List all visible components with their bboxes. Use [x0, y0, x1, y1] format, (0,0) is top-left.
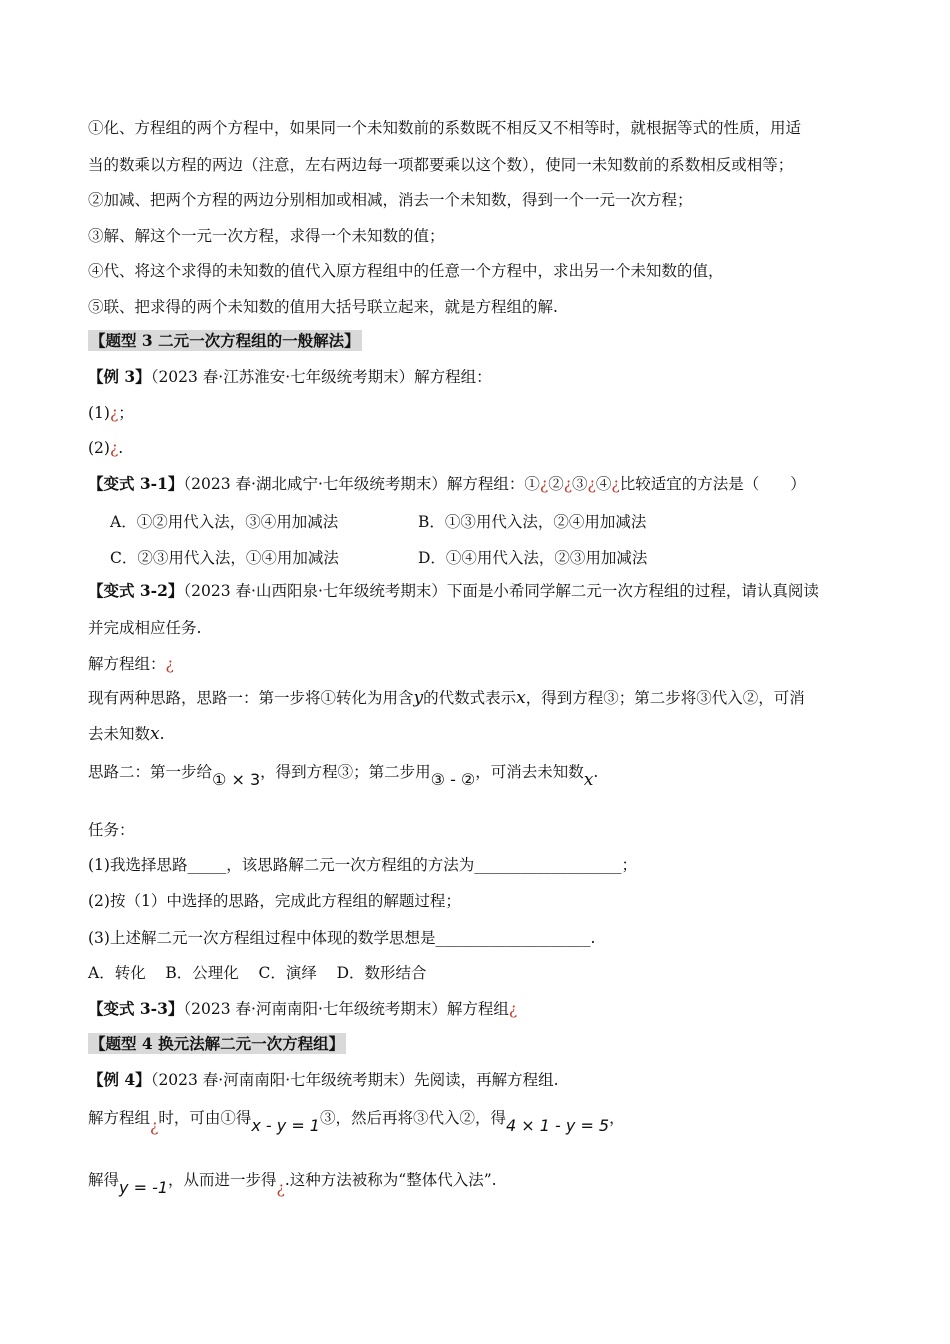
- task-1: (1)我选择思路_____，该思路解二元一次方程组的方法为___________________；: [88, 856, 637, 874]
- expr-subtract: ③ - ②: [430, 770, 476, 789]
- idea-2-text-c: ，可消去未知数: [475, 763, 584, 781]
- idea-2-text-d: .: [593, 763, 599, 781]
- missing-equation-glyph: ¿: [150, 1117, 159, 1135]
- idea-2-text-a: 思路二：第一步给: [88, 763, 213, 781]
- task-2: (2)按（1）中选择的思路，完成此方程组的解题过程；: [88, 892, 461, 910]
- variant-3-1-label: 【变式 3-1】: [88, 474, 184, 493]
- step-2: ②加减、把两个方程的两边分别相加或相减，消去一个未知数，得到一个一元一次方程；: [88, 191, 693, 209]
- missing-equation-glyph: ¿: [539, 475, 549, 493]
- type3-header-row: [88, 331, 362, 351]
- idea-1-text-e: .: [159, 725, 165, 743]
- option-a: A．①②用代入法，③④用加减法: [110, 513, 339, 531]
- step-5: ⑤联、把求得的两个未知数的值用大括号联立起来，就是方程组的解.: [88, 298, 558, 316]
- var-x: x: [516, 688, 526, 708]
- type4-header-row: [88, 1034, 346, 1054]
- missing-equation-glyph: ¿: [109, 404, 119, 422]
- step-1-line-b: 当的数乘以方程的两边（注意，左右两边每一项都要乘以这个数），使同一未知数前的系数相反或相等；: [88, 156, 794, 174]
- task-3-choices: A．转化 B．公理化 C．演绎 D．数形结合: [88, 964, 427, 982]
- variant-3-3: [88, 999, 517, 1019]
- reading-line-1: [88, 1108, 625, 1135]
- reading-1-text-c: ③，然后再将③代入②，得: [319, 1109, 506, 1127]
- expr-x-minus-y: x - y = 1: [251, 1116, 320, 1135]
- missing-equation-glyph: ¿: [109, 439, 119, 457]
- missing-equation-glyph: ¿: [165, 655, 174, 673]
- var-x: x: [150, 724, 160, 744]
- idea-1-text-d: 去未知数: [88, 725, 151, 743]
- option-d: D．①④用代入法，②③用加减法: [418, 549, 648, 567]
- option-c: C．②③用代入法，①④用加减法: [110, 549, 339, 567]
- variant-3-3-text: （2023 春·河南南阳·七年级统考期末）解方程组: [183, 1000, 509, 1018]
- var-x: x: [583, 770, 594, 790]
- example-4: [88, 1070, 559, 1090]
- variant-3-1: [88, 474, 806, 494]
- expr-substitution: 4 × 1 - y = 5: [506, 1116, 610, 1135]
- reading-2-text-a: 解得: [88, 1171, 120, 1189]
- example-3: [88, 367, 492, 387]
- idea-1-line-b: [88, 724, 165, 744]
- variant-3-3-label: 【变式 3-3】: [88, 999, 184, 1018]
- example-3-label: 【例 3】: [88, 367, 151, 386]
- reading-1-text-a: 解方程组: [88, 1109, 151, 1127]
- idea-1-text-b: 的代数式表示: [423, 689, 517, 707]
- option-b: B．①③用代入法，②④用加减法: [418, 513, 647, 531]
- step-1-line-a: ①化、方程组的两个方程中，如果同一个未知数前的系数既不相反又不相等时，就根据等式的性质，用适: [88, 119, 802, 137]
- type3-header: 【题型 3 二元一次方程组的一般解法】: [90, 331, 360, 350]
- expr-y-value: y = -1: [119, 1178, 169, 1197]
- variant-3-1-text-a: （2023 春·湖北咸宁·七年级统考期末）解方程组：①: [183, 475, 540, 493]
- reading-line-2: [88, 1170, 497, 1197]
- idea-1-text-c: ，得到方程③；第二步将③代入②，可消: [525, 689, 805, 707]
- task-label: 任务：: [88, 821, 135, 839]
- part-2-prefix: (2): [88, 439, 110, 457]
- variant-3-2-label: 【变式 3-2】: [88, 581, 184, 600]
- marker-3: ③: [572, 475, 588, 493]
- missing-equation-glyph: ¿: [563, 475, 573, 493]
- part-2-suffix: .: [118, 439, 124, 457]
- reading-1-text-b: 时，可由①得: [158, 1109, 252, 1127]
- part-1-suffix: ；: [118, 404, 134, 422]
- idea-1-text-a: 现有两种思路，思路一：第一步将①转化为用含: [88, 689, 414, 707]
- example-3-part-2: [88, 438, 123, 458]
- missing-equation-glyph: ¿: [508, 1000, 518, 1018]
- solve-system-line: [88, 654, 174, 674]
- idea-2-text-b: ，得到方程③；第二步用: [260, 763, 431, 781]
- reading-1-text-d: ，: [609, 1109, 625, 1127]
- variant-3-2-text-a: （2023 春·山西阳泉·七年级统考期末）下面是小希同学解二元一次方程组的过程，请认真阅读: [183, 582, 819, 600]
- missing-equation-glyph: ¿: [611, 475, 620, 493]
- reading-2-text-b: ，从而进一步得: [168, 1171, 277, 1189]
- expr-times-3: ① × 3: [212, 770, 261, 789]
- reading-2-text-c: .这种方法被称为“整体代入法”.: [284, 1171, 497, 1189]
- marker-4: ④: [595, 475, 612, 493]
- variant-3-2-line-a: [88, 581, 819, 601]
- missing-equation-glyph: ¿: [276, 1179, 285, 1197]
- example-3-text: （2023 春·江苏淮安·七年级统考期末）解方程组：: [150, 368, 492, 386]
- variant-3-2-line-b: 并完成相应任务.: [88, 619, 202, 637]
- idea-2-line: [88, 762, 599, 790]
- example-4-text: （2023 春·河南南阳·七年级统考期末）先阅读，再解方程组.: [150, 1071, 559, 1089]
- part-1-prefix: (1): [88, 404, 110, 422]
- step-3: ③解、解这个一元一次方程，求得一个未知数的值；: [88, 227, 445, 245]
- missing-equation-glyph: ¿: [587, 475, 596, 493]
- marker-2: ②: [548, 475, 564, 493]
- example-4-label: 【例 4】: [88, 1070, 151, 1089]
- idea-1-line-a: [88, 688, 805, 708]
- type4-header: 【题型 4 换元法解二元一次方程组】: [90, 1034, 345, 1053]
- step-4: ④代、将这个求得的未知数的值代入原方程组中的任意一个方程中，求出另一个未知数的值，: [88, 262, 724, 280]
- example-3-part-1: [88, 403, 134, 423]
- variant-3-1-text-b: 比较适宜的方法是（ ）: [619, 475, 806, 493]
- var-y: y: [413, 688, 424, 708]
- task-3: (3)上述解二元一次方程组过程中体现的数学思想是____________________.: [88, 929, 596, 947]
- solve-label: 解方程组：: [88, 655, 166, 673]
